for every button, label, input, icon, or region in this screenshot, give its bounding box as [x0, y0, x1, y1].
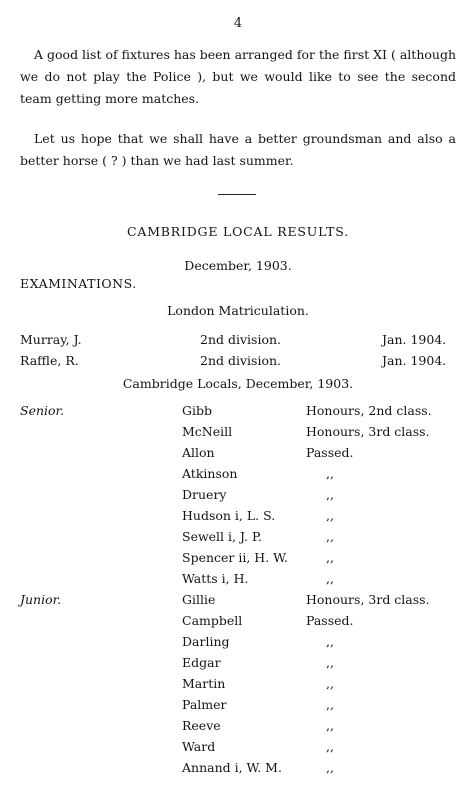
junior-candidate-name: Ward [182, 739, 216, 754]
senior-candidate-name: Spencer ii, H. W. [182, 550, 288, 565]
senior-candidate-result: ,, [326, 571, 334, 586]
junior-candidate-name: Reeve [182, 718, 221, 733]
senior-candidate-result: ,, [326, 529, 334, 544]
junior-candidate-result: ,, [326, 739, 334, 754]
junior-candidate-name: Palmer [182, 697, 227, 712]
senior-candidate-name: Gibb [182, 403, 212, 418]
london-row-date: Jan. 1904. [382, 353, 447, 368]
senior-candidate-name: Druery [182, 487, 227, 502]
senior-candidate-result: Honours, 3rd class. [306, 424, 430, 439]
junior-candidate-result: ,, [326, 718, 334, 733]
cambridge-locals-title: Cambridge Locals, December, 1903. [122, 376, 354, 391]
london-row-division: 2nd division. [200, 353, 281, 368]
london-row-division: 2nd division. [200, 332, 281, 347]
junior-candidate-result: Passed. [306, 613, 354, 628]
junior-candidate-result: ,, [326, 676, 334, 691]
junior-candidate-name: Gillie [182, 592, 216, 607]
page-number: 4 [233, 16, 243, 31]
junior-candidate-name: Martin [182, 676, 226, 691]
junior-candidate-result: Honours, 3rd class. [306, 592, 430, 607]
junior-candidate-result: ,, [326, 655, 334, 670]
senior-candidate-result: ,, [326, 508, 334, 523]
examinations-heading: EXAMINATIONS. [20, 276, 137, 291]
senior-candidate-result: ,, [326, 550, 334, 565]
london-row-date: Jan. 1904. [382, 332, 447, 347]
junior-label: Junior. [20, 592, 62, 607]
senior-candidate-result: ,, [326, 466, 334, 481]
junior-candidate-result: ,, [326, 634, 334, 649]
senior-candidate-result: Honours, 2nd class. [306, 403, 432, 418]
junior-candidate-name: Annand i, W. M. [182, 760, 282, 775]
paragraph-fixtures: A good list of fixtures has been arranged for the first XI ( although we do not play the Police ), but we would like to see the second team getting more matches. [20, 47, 456, 106]
senior-candidate-name: Atkinson [182, 466, 238, 481]
junior-candidate-result: ,, [326, 697, 334, 712]
london-row-name: Murray, J. [20, 332, 82, 347]
junior-candidate-name: Edgar [182, 655, 221, 670]
senior-label: Senior. [20, 403, 65, 418]
junior-candidate-name: Darling [182, 634, 230, 649]
junior-candidate-result: ,, [326, 760, 334, 775]
senior-candidate-name: McNeill [182, 424, 233, 439]
london-matriculation-title: London Matriculation. [167, 303, 309, 318]
senior-candidate-name: Sewell i, J. P. [182, 529, 262, 544]
junior-candidate-name: Campbell [182, 613, 243, 628]
paragraph-groundsman: Let us hope that we shall have a better groundsman and also a better horse ( ? ) than we had last summer. [20, 131, 456, 168]
london-row-name: Raffle, R. [20, 353, 79, 368]
section-divider [218, 194, 256, 195]
senior-candidate-result: ,, [326, 487, 334, 502]
results-title: CAMBRIDGE LOCAL RESULTS. [127, 224, 349, 239]
senior-candidate-name: Hudson i, L. S. [182, 508, 276, 523]
senior-candidate-name: Watts i, H. [182, 571, 249, 586]
results-date: December, 1903. [184, 258, 292, 273]
senior-candidate-name: Allon [182, 445, 215, 460]
senior-candidate-result: Passed. [306, 445, 354, 460]
